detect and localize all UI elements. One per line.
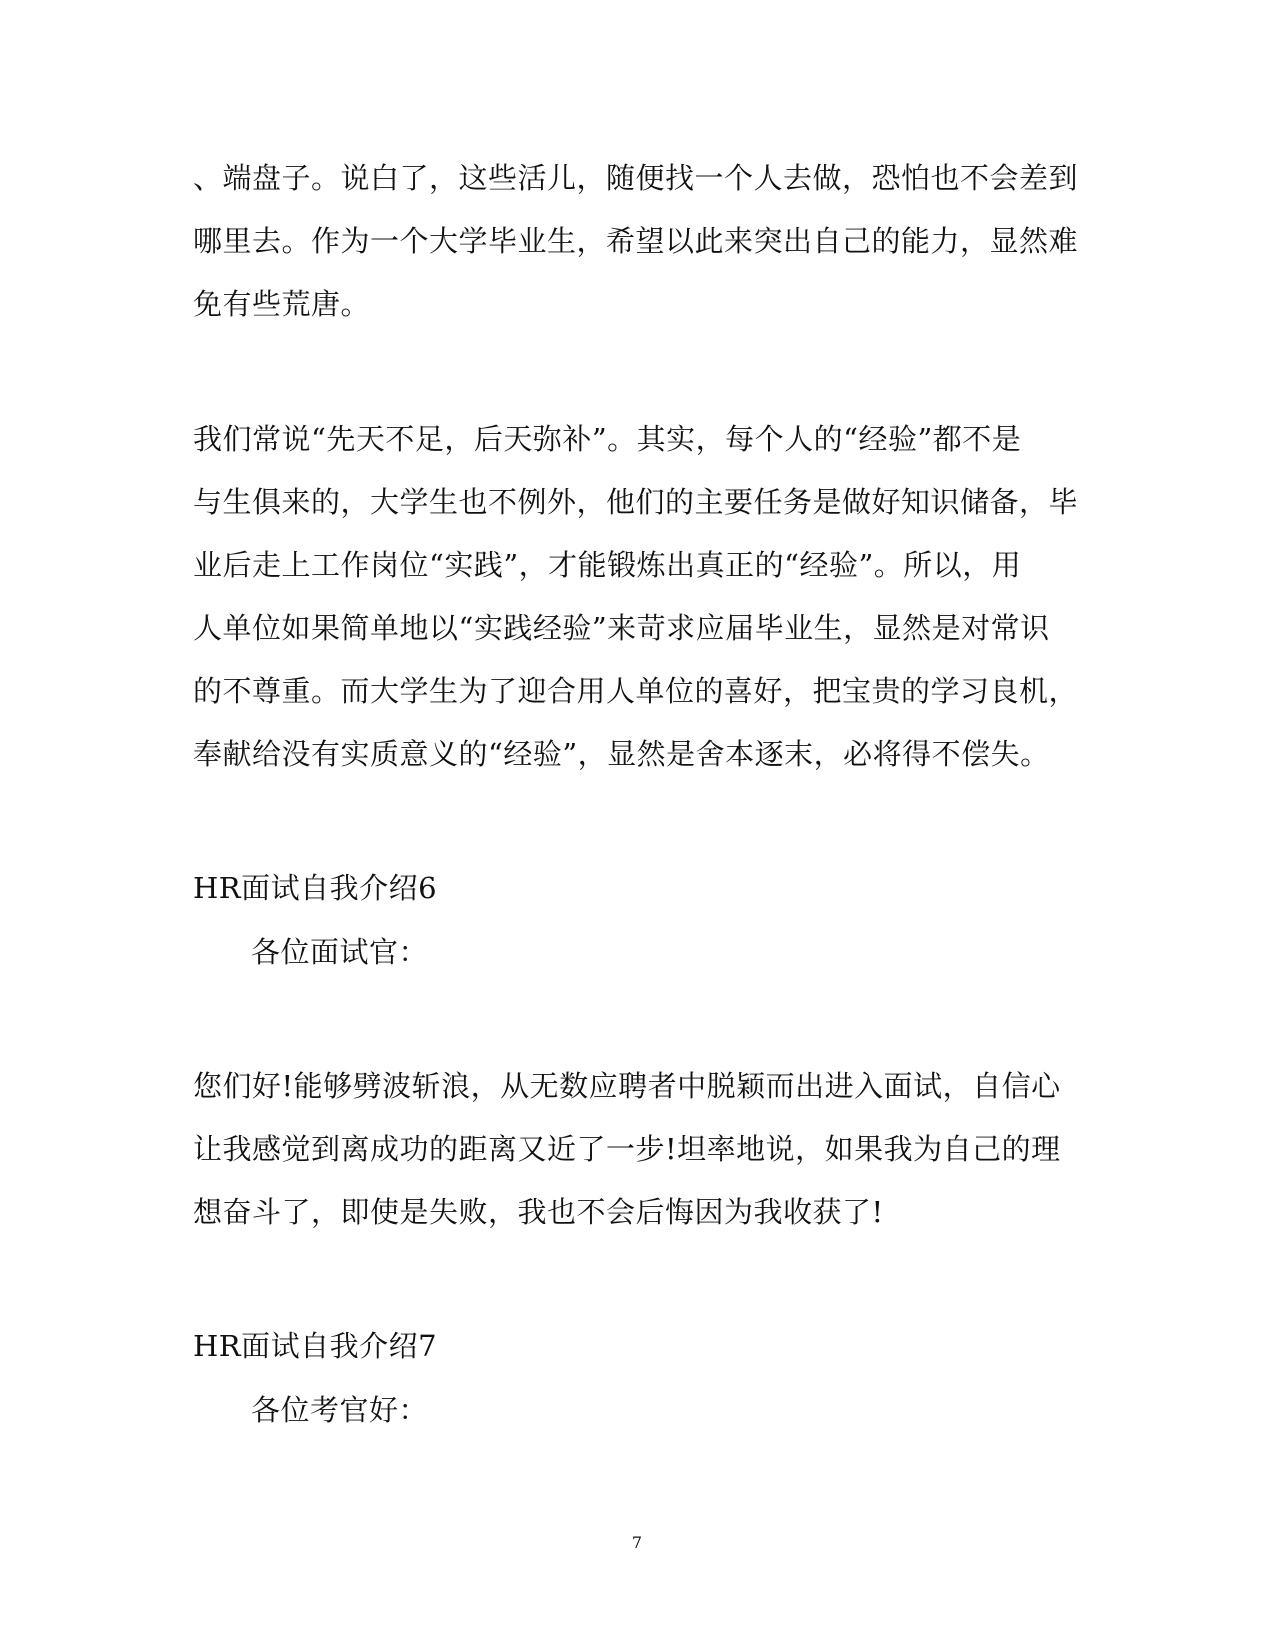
paragraph-line: 业后走上工作岗位“实践”，才能锻炼出真正的“经验”。所以，用 [193, 548, 1022, 582]
paragraph-line: 奉献给没有实质意义的“经验”，显然是舍本逐末，必将得不偿失。 [193, 737, 1050, 771]
greeting-line: 各位面试官： [251, 935, 429, 969]
paragraph-line: 的不尊重。而大学生为了迎合用人单位的喜好，把宝贵的学习良机， [193, 674, 1079, 708]
paragraph-line: 人单位如果简单地以“实践经验”来苛求应届毕业生，显然是对常识 [193, 611, 1050, 645]
paragraph-line: 哪里去。作为一个大学毕业生，希望以此来突出自己的能力，显然难 [193, 224, 1079, 258]
paragraph-line: 与生俱来的，大学生也不例外，他们的主要任务是做好知识储备，毕 [193, 485, 1079, 519]
paragraph-line: 让我感觉到离成功的距离又近了一步!坦率地说，如果我为自己的理 [193, 1132, 1061, 1166]
paragraph-line: 想奋斗了，即使是失败，我也不会后悔因为我收获了! [193, 1195, 884, 1229]
section-heading: HR面试自我介绍6 [193, 871, 438, 905]
page-number: 7 [631, 1533, 643, 1552]
paragraph-line: 、端盘子。说白了，这些活儿，随便找一个人去做，恐怕也不会差到 [193, 161, 1079, 195]
greeting-line: 各位考官好： [251, 1393, 429, 1427]
paragraph-line: 您们好!能够劈波斩浪，从无数应聘者中脱颖而出进入面试，自信心 [193, 1069, 1061, 1103]
paragraph-line: 我们常说“先天不足，后天弥补”。其实，每个人的“经验”都不是 [193, 422, 1022, 456]
section-heading: HR面试自我介绍7 [193, 1329, 438, 1363]
paragraph-line: 免有些荒唐。 [193, 287, 371, 321]
